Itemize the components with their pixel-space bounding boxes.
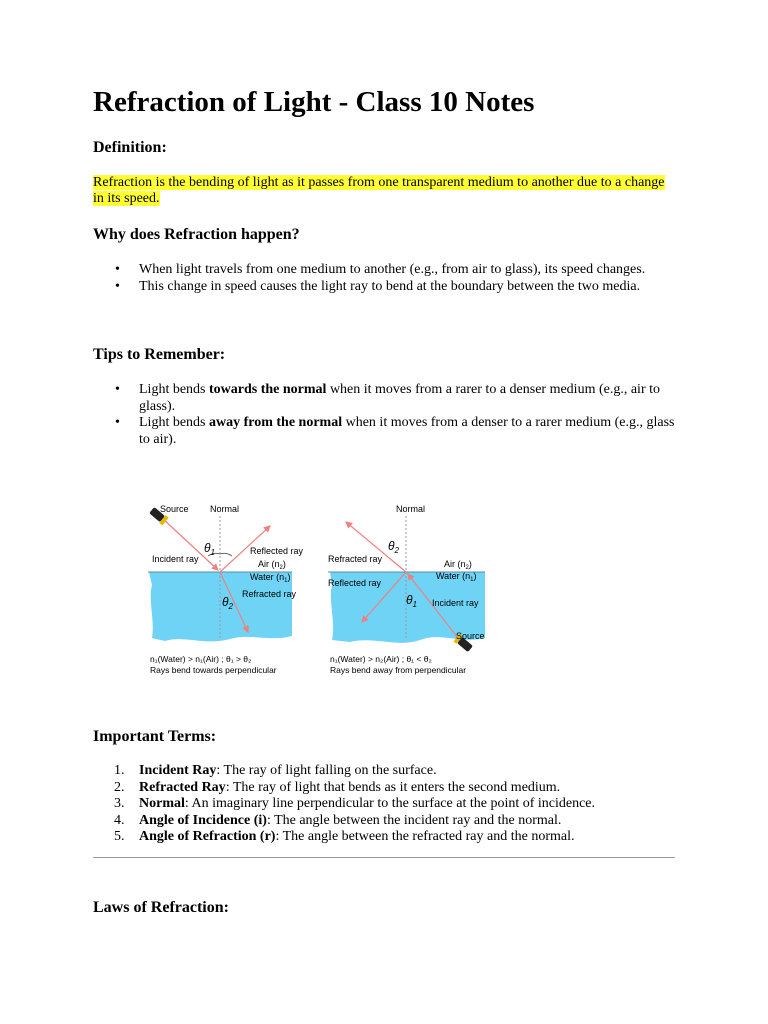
- list-item: 2. Refracted Ray: The ray of light that bends as it enters the second medium.: [114, 779, 561, 795]
- air-label: Air (n: [444, 559, 466, 569]
- caption-line-2: Rays bend towards perpendicular: [150, 665, 277, 675]
- reflected-ray-label: Reflected ray: [328, 578, 382, 588]
- refracted-ray-label: Refracted ray: [328, 554, 383, 564]
- bullet-icon: •: [115, 278, 120, 294]
- theta-label: θ: [388, 539, 395, 553]
- svg-text:Water (n1): Water $(n_1)$: [250, 572, 291, 584]
- svg-text:Air (n2): Air $(n_2)$: [444, 559, 472, 571]
- svg-text:θ1: [204, 541, 215, 557]
- terms-list: [93, 763, 675, 846]
- reflected-ray-label: Reflected ray: [250, 546, 304, 556]
- list-item: 1. Incident Ray: The ray of light falling on the surface.: [114, 763, 437, 778]
- list-item: 4. Angle of Incidence (i): The angle between the incident ray and the normal.: [114, 812, 562, 828]
- tips-list: [93, 382, 675, 448]
- angle-arc: [220, 553, 232, 556]
- theta-subscript: 1: [210, 548, 215, 557]
- list-item: • Light bends towards the normal when it moves from a rarer to a denser medium (e.g., air to glass).: [115, 382, 660, 414]
- caption-line-1: n₁(Water) > n₂(Air) ; θ₁ < θ₂: [330, 654, 432, 664]
- incident-ray-label: Incident ray: [432, 598, 479, 608]
- list-item: • Light bends away from the normal when it moves from a denser to a rarer medium (e.g., glass to air).: [115, 415, 675, 447]
- left-panel: [148, 504, 304, 675]
- svg-text:θ2: [388, 539, 400, 555]
- theta-subscript: 2: [394, 546, 399, 555]
- definition-heading: Definition:: [93, 139, 167, 156]
- air-subscript: 2: [279, 565, 283, 571]
- svg-text:Water (n1): Water $(n_1)$: [436, 571, 477, 583]
- tips-heading: Tips to Remember:: [93, 346, 226, 363]
- refracted-ray-label: Refracted ray: [242, 589, 297, 599]
- laws-heading: Laws of Refraction:: [93, 899, 229, 916]
- bullet-icon: •: [115, 415, 120, 430]
- terms-heading: Important Terms:: [93, 728, 217, 745]
- svg-text:Air (n2): Air $(n_2)$: [258, 559, 286, 571]
- horizontal-rule: [93, 857, 675, 858]
- page-title: Refraction of Light - Class 10 Notes: [93, 86, 535, 118]
- normal-label: Normal: [396, 504, 426, 514]
- list-item: 5. Angle of Refraction (r): The angle between the refracted ray and the normal.: [114, 829, 575, 844]
- incident-ray-label: Incident ray: [152, 554, 199, 564]
- bullet-icon: •: [115, 262, 120, 277]
- list-item: • When light travels from one medium to another (e.g., from air to glass), its speed changes.: [115, 262, 646, 277]
- why-list: [93, 262, 675, 295]
- water-label: Water (n: [250, 572, 285, 582]
- normal-label: Normal: [210, 504, 240, 514]
- water-subscript: 1: [284, 578, 288, 584]
- bullet-icon: •: [115, 382, 120, 397]
- source-label: Source: [456, 631, 485, 641]
- caption-line-2: Rays bend away from perpendicular: [330, 665, 467, 675]
- theta-subscript: 1: [412, 600, 417, 609]
- water-label: Water (n: [436, 571, 471, 581]
- refraction-diagram: [140, 490, 500, 690]
- theta-subscript: 2: [228, 602, 233, 611]
- theta-label: θ: [222, 595, 229, 609]
- air-subscript: 2: [465, 565, 469, 571]
- refraction-figure: [140, 490, 500, 690]
- why-heading: Why does Refraction happen?: [93, 226, 300, 243]
- water-subscript: 1: [470, 577, 474, 583]
- caption-line-1: n₁(Water) > n₁(Air) ; θ₁ > θ₂: [150, 654, 252, 664]
- definition-text: Refraction is the bending of light as it passes from one transparent medium to another due to a change in its speed.: [93, 175, 665, 206]
- right-panel: [328, 504, 485, 675]
- theta-label: θ: [406, 593, 413, 607]
- water-region: [149, 572, 292, 641]
- list-item: • This change in speed causes the light ray to bend at the boundary between the two media.: [115, 278, 641, 294]
- list-item: 3. Normal: An imaginary line perpendicular to the surface at the point of incidence.: [114, 796, 596, 811]
- source-label: Source: [160, 504, 189, 514]
- theta-label: θ: [204, 541, 211, 555]
- air-label: Air (n: [258, 559, 280, 569]
